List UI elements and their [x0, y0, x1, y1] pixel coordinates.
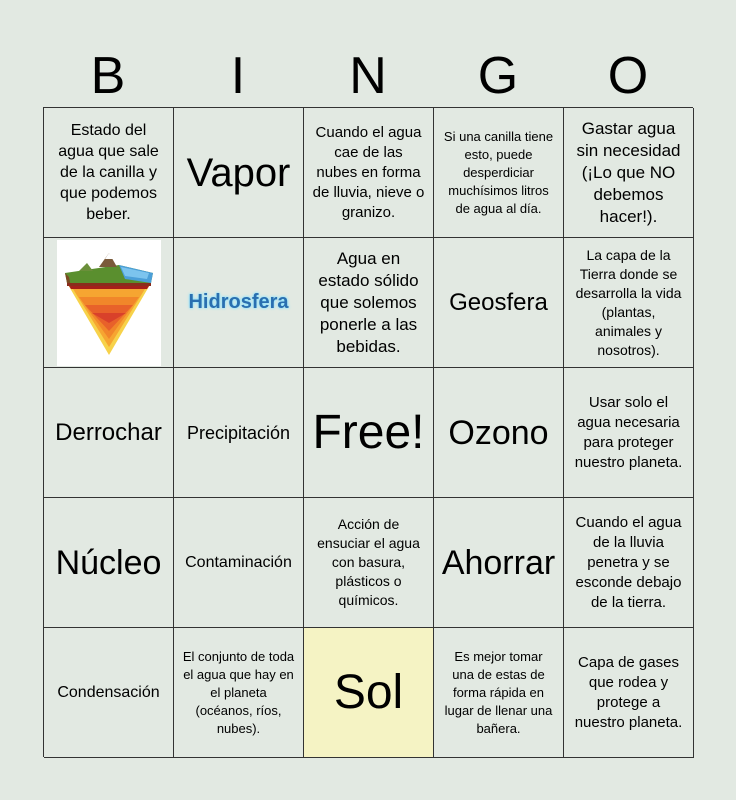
- cell-text: Agua en estado sólido que solemos ponerle a las bebidas.: [318, 248, 419, 356]
- cell-text: Es mejor tomar una de estas de forma rápida en lugar de llenar una bañera.: [444, 648, 553, 736]
- cell-text: Cuando el agua cae de las nubes en forma de lluvia, nieve o granizo.: [312, 123, 425, 221]
- cell-text: Cuando el agua de la lluvia penetra y se esconde debajo de la tierra.: [575, 513, 682, 611]
- bingo-cell[interactable]: [564, 238, 694, 368]
- cell-text: Hidrosfera: [188, 291, 289, 313]
- cell-text: Geosfera: [449, 288, 548, 316]
- bingo-cell[interactable]: [304, 498, 434, 628]
- bingo-cell[interactable]: [44, 498, 174, 628]
- header-letter-g: G: [477, 47, 519, 105]
- earth-layers-icon: [57, 240, 161, 366]
- cell-text: Sol: [333, 665, 404, 719]
- cell-text: Estado del agua que sale de la canilla y que podemos beber.: [58, 122, 159, 223]
- cell-text: Si una canilla tiene esto, puede desperdiciar muchísimos litros de agua al día.: [443, 128, 554, 216]
- cell-text: Usar solo el agua necesaria para proteger nuestro planeta.: [574, 393, 683, 471]
- bingo-cell[interactable]: [564, 368, 694, 498]
- cell-text: Condensación: [57, 684, 160, 701]
- bingo-cell[interactable]: [174, 238, 304, 368]
- bingo-cell[interactable]: [304, 108, 434, 238]
- cell-text: Free!: [312, 405, 425, 459]
- bingo-cell[interactable]: [304, 238, 434, 368]
- cell-text: Contaminación: [185, 554, 292, 571]
- bingo-header: [43, 46, 693, 106]
- bingo-cell[interactable]: [434, 238, 564, 368]
- header-letter-n: N: [349, 47, 387, 105]
- cell-text: Vapor: [186, 150, 291, 195]
- cell-text: El conjunto de toda el agua que hay en el planeta (océanos, ríos, nubes).: [182, 648, 295, 736]
- bingo-cell[interactable]: [174, 628, 304, 758]
- header-letter-o: O: [607, 47, 649, 105]
- cell-text: Núcleo: [55, 543, 162, 582]
- header-letter-b: B: [90, 47, 126, 105]
- bingo-cell[interactable]: [174, 368, 304, 498]
- bingo-cell[interactable]: [434, 498, 564, 628]
- cell-text: Capa de gases que rodea y protege a nuestro planeta.: [574, 653, 683, 731]
- bingo-cell[interactable]: [434, 368, 564, 498]
- cell-text: Gastar agua sin necesidad (¡Lo que NO debemos hacer!).: [576, 118, 681, 226]
- bingo-cell[interactable]: [564, 628, 694, 758]
- bingo-cell[interactable]: [174, 498, 304, 628]
- cell-text: Precipitación: [186, 422, 291, 443]
- cell-text: Acción de ensuciar el agua con basura, plásticos o químicos.: [317, 516, 420, 608]
- cell-text: Ozono: [448, 413, 549, 452]
- bingo-cell[interactable]: [434, 108, 564, 238]
- cell-text: Derrochar: [55, 418, 162, 446]
- bingo-cell[interactable]: [44, 368, 174, 498]
- bingo-cell-image[interactable]: [44, 238, 174, 368]
- cell-text: Ahorrar: [441, 543, 556, 582]
- bingo-cell[interactable]: [564, 108, 694, 238]
- cell-text: La capa de la Tierra donde se desarrolla la vida (plantas, animales y nosotros).: [575, 246, 682, 358]
- free-cell[interactable]: [304, 368, 434, 498]
- bingo-cell[interactable]: [564, 498, 694, 628]
- bingo-cell[interactable]: [434, 628, 564, 758]
- bingo-cell-highlighted[interactable]: [304, 628, 434, 758]
- bingo-board: [43, 107, 693, 757]
- bingo-cell[interactable]: [44, 628, 174, 758]
- bingo-cell[interactable]: [44, 108, 174, 238]
- header-letter-i: I: [230, 47, 246, 105]
- bingo-cell[interactable]: [174, 108, 304, 238]
